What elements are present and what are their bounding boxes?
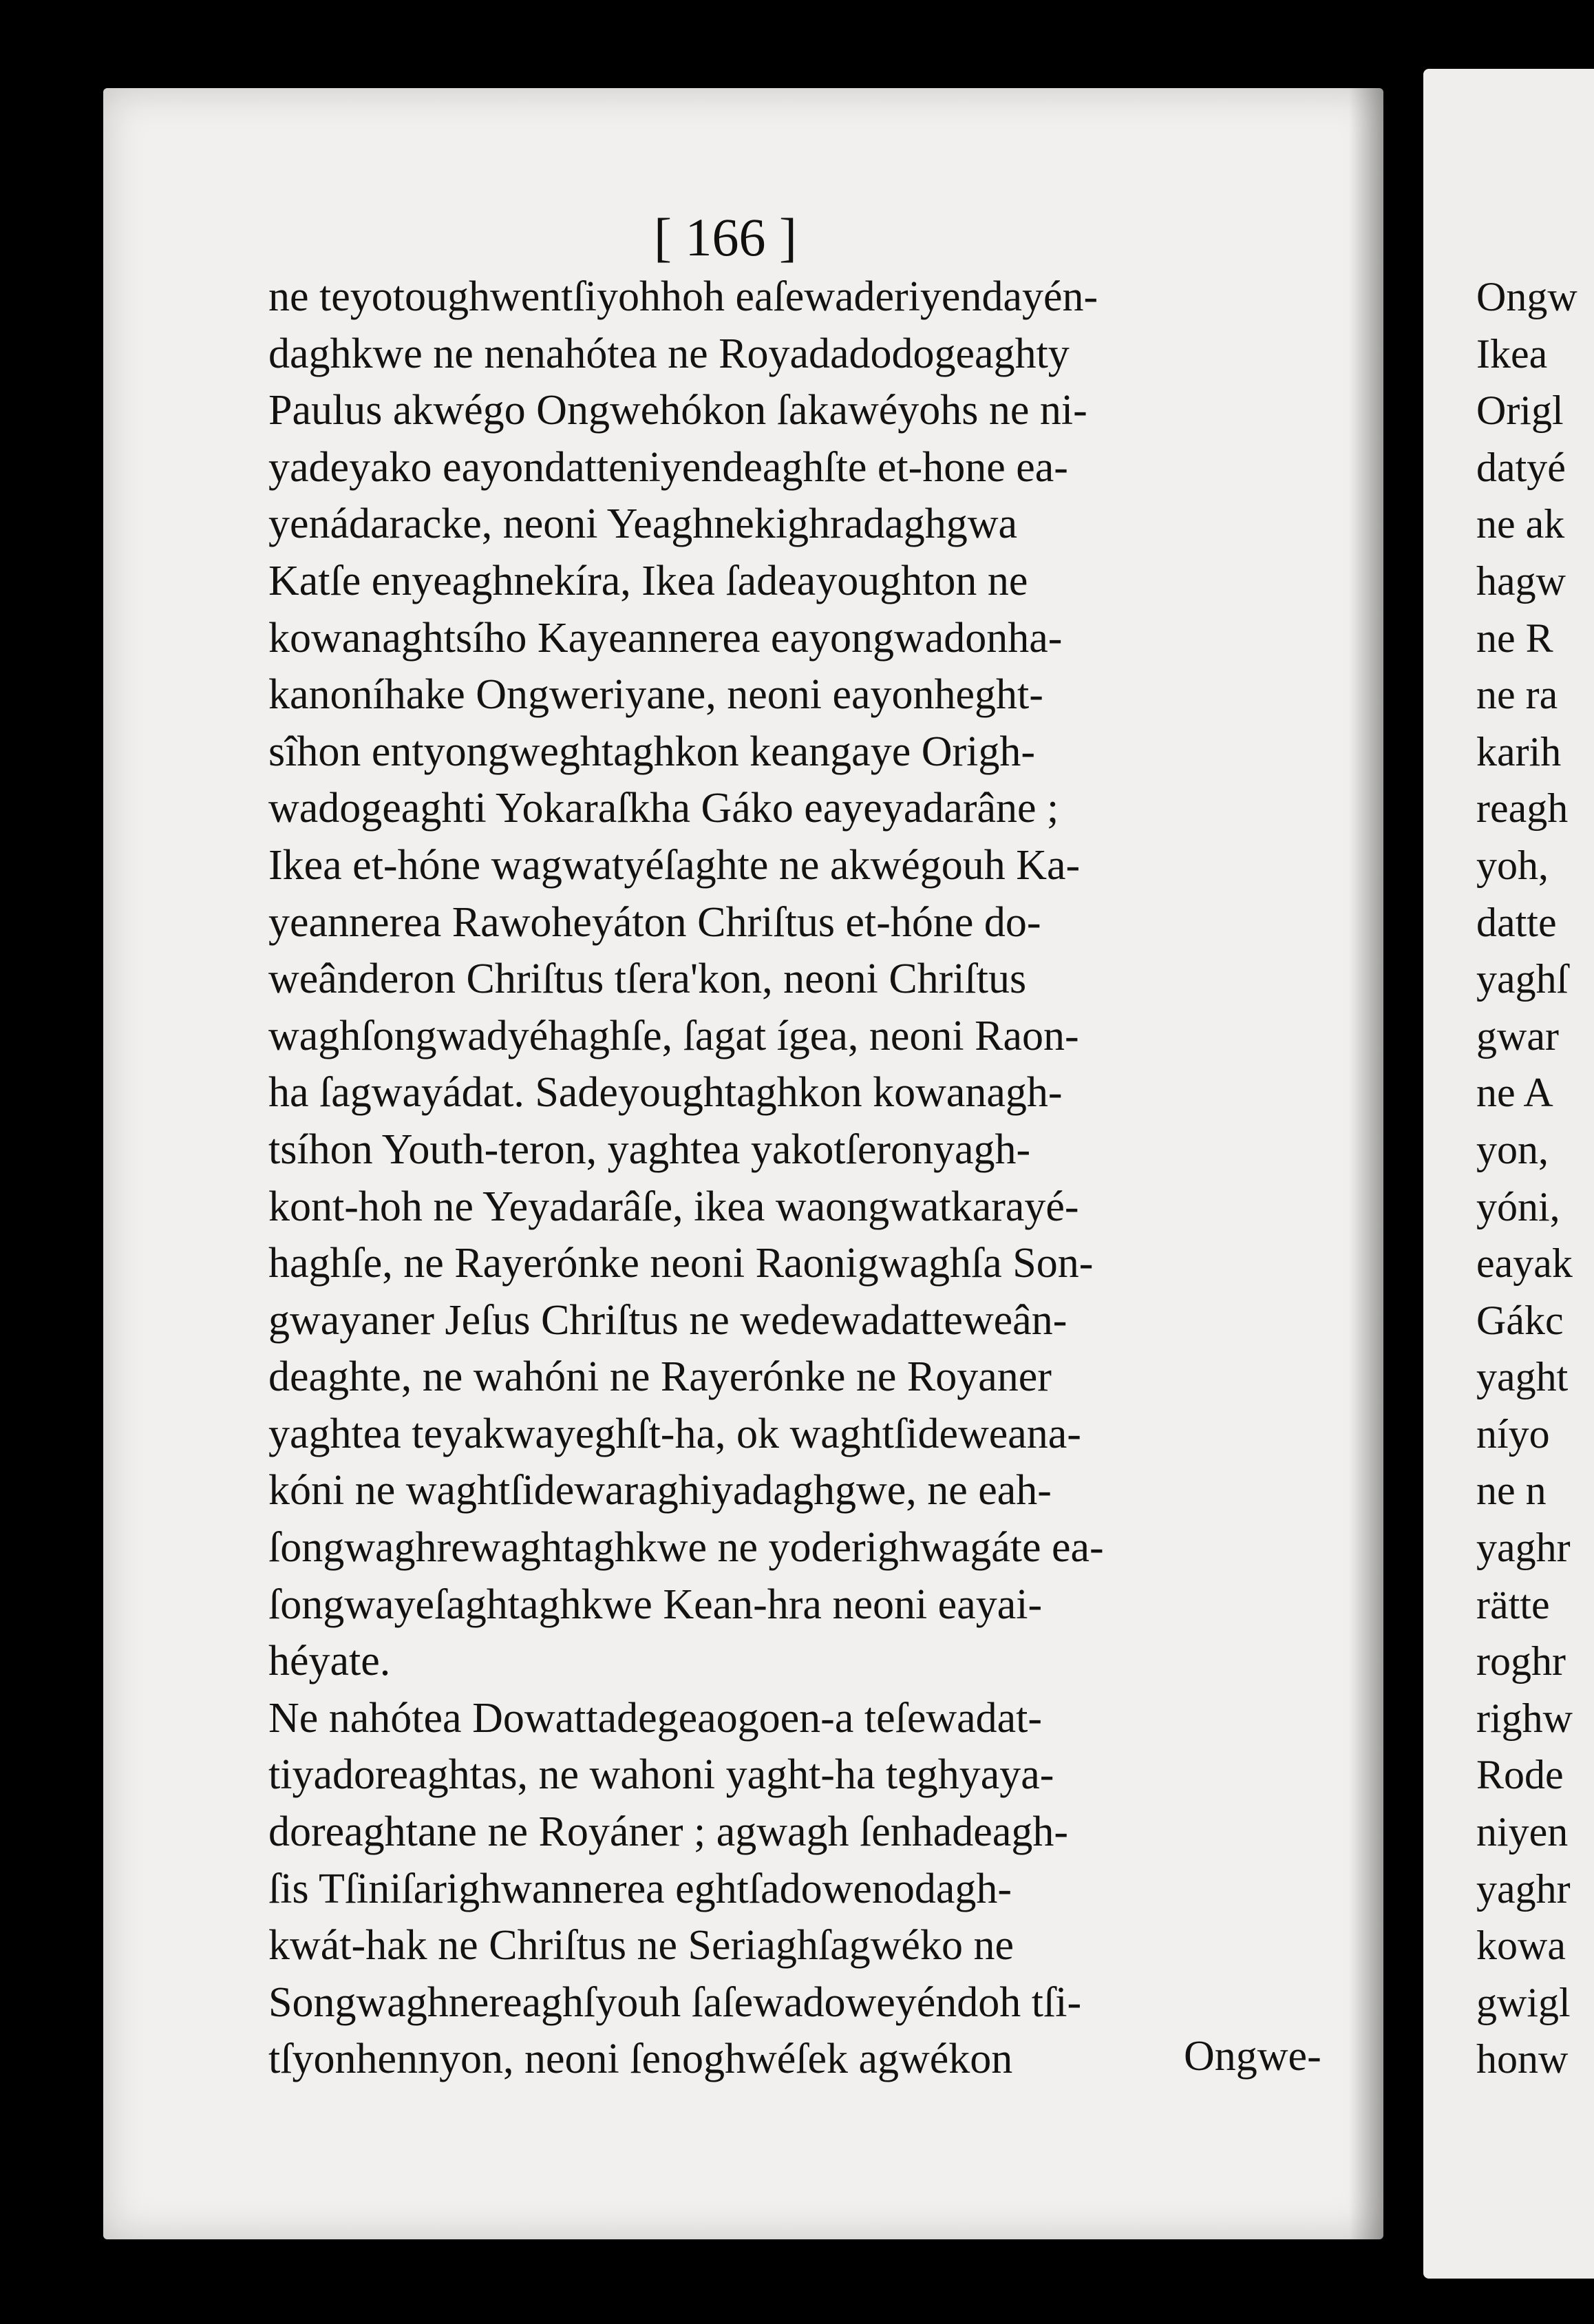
- text-line: kowa: [1476, 1923, 1566, 1969]
- text-line: ſongwaghrewaghtaghkwe ne yoderighwagáte ea-: [268, 1524, 1104, 1572]
- text-line: niyen: [1476, 1809, 1569, 1855]
- text-line: Ikea: [1476, 330, 1548, 377]
- text-line: honw: [1476, 2036, 1569, 2082]
- text-line: karih: [1476, 728, 1562, 774]
- text-line: tsíhon Youth-teron, yaghtea yakotſeronyagh-: [268, 1126, 1031, 1173]
- text-line: héyate.: [268, 1638, 391, 1685]
- text-line: weânderon Chriſtus tſera'kon, neoni Chriſtus: [268, 955, 1027, 1003]
- text-line: yaghr: [1476, 1525, 1571, 1571]
- gutter-shadow: [1349, 88, 1390, 2239]
- text-line: righw: [1476, 1695, 1573, 1741]
- text-line: deaghte, ne wahóni ne Rayerónke ne Royaner: [268, 1353, 1052, 1401]
- text-line: ha ſagwayádat. Sadeyoughtaghkon kowanagh-: [268, 1069, 1063, 1117]
- text-line: daghkwe ne nenahótea ne Royadadodogeaghty: [268, 330, 1070, 377]
- text-line: ne R: [1476, 615, 1553, 661]
- text-line: yaghtea teyakwayeghſt-ha, ok waghtſideweana-: [268, 1410, 1081, 1457]
- text-line: ſongwayeſaghtaghkwe Kean-hra neoni eayai-: [268, 1581, 1043, 1628]
- text-line: kanoníhake Ongweriyane, neoni eayonheght-: [268, 671, 1043, 719]
- text-line: ne ak: [1476, 501, 1565, 547]
- text-line: datte: [1476, 899, 1557, 945]
- text-line: yóni,: [1476, 1183, 1560, 1229]
- left-page-body-text: [268, 268, 1342, 2088]
- text-line: yadeyako eayondatteniyendeaghſte et-hone ea-: [268, 443, 1068, 491]
- text-line: yon,: [1476, 1126, 1549, 1172]
- text-line: gwayaner Jeſus Chriſtus ne wedewadatteweân-: [268, 1296, 1067, 1344]
- text-line: ſis Tſiniſarighwannerea eghtſadowenodagh-: [268, 1865, 1012, 1912]
- text-line: reagh: [1476, 785, 1569, 832]
- text-line: ne teyotoughwentſiyohhoh eaſewaderiyendayén-: [268, 273, 1098, 320]
- text-line: Ikea et-hóne wagwatyéſaghte ne akwégouh Ka-: [268, 841, 1081, 889]
- text-line: datyé: [1476, 444, 1566, 490]
- text-line: gwar: [1476, 1013, 1559, 1059]
- text-line: yaghr: [1476, 1866, 1571, 1912]
- text-line: sîhon entyongweghtaghkon keangaye Origh-: [268, 728, 1036, 775]
- text-line: yaghſ: [1476, 956, 1569, 1002]
- text-line: tſyonhennyon, neoni ſenoghwéſek agwékon: [268, 2036, 1013, 2083]
- text-line: kowanaghtsího Kayeannerea eayongwadonha-: [268, 614, 1063, 662]
- text-line: haghſe, ne Rayerónke neoni Raonigwaghſa Son-: [268, 1240, 1094, 1287]
- right-page-partial-text: [1476, 268, 1577, 2088]
- text-line: Ongw: [1476, 274, 1577, 319]
- text-line: gwigl: [1476, 1979, 1571, 2025]
- text-line: waghſongwadyéhaghſe, ſagat ígea, neoni Raon-: [268, 1012, 1079, 1059]
- text-line: wadogeaghti Yokaraſkha Gáko eayeyadarâne ;: [268, 785, 1059, 832]
- text-line: kóni ne waghtſidewaraghiyadaghgwe, ne eah-: [268, 1467, 1052, 1514]
- text-line: ne A: [1476, 1070, 1553, 1116]
- text-line: Gákc: [1476, 1297, 1564, 1343]
- text-line: yaght: [1476, 1354, 1569, 1400]
- text-line: Songwaghnereaghſyouh ſaſewadoweyéndoh tſi-: [268, 1978, 1082, 2026]
- page-number: [ 166 ]: [654, 207, 797, 267]
- text-line: rätte: [1476, 1581, 1550, 1627]
- catchword: Ongwe-: [1184, 2033, 1321, 2080]
- text-line: Katſe enyeaghnekíra, Ikea ſadeayoughton ne: [268, 557, 1028, 604]
- text-line: ne n: [1476, 1468, 1547, 1514]
- text-line: ne ra: [1476, 672, 1558, 718]
- text-line: tiyadoreaghtas, ne wahoni yaght-ha teghyaya-: [268, 1751, 1054, 1799]
- text-line: yeannerea Rawoheyáton Chriſtus et-hóne do-: [268, 898, 1041, 946]
- text-line: kwát-hak ne Chriſtus ne Seriaghſagwéko ne: [268, 1922, 1014, 1969]
- text-line: kont-hoh ne Yeyadarâſe, ikea waongwatkarayé-: [268, 1183, 1079, 1230]
- text-line: roghr: [1476, 1638, 1566, 1684]
- text-line: níyo: [1476, 1411, 1550, 1457]
- text-line: yoh,: [1476, 842, 1549, 888]
- text-line: Ne nahótea Dowattadegeaogoen-a teſewadat-: [268, 1694, 1043, 1742]
- text-line: Rode: [1476, 1752, 1564, 1798]
- text-line: eayak: [1476, 1240, 1573, 1287]
- text-line: hagw: [1476, 558, 1566, 604]
- text-line: doreaghtane ne Royáner ; agwagh ſenhadeagh-: [268, 1808, 1068, 1856]
- text-line: Origl: [1476, 388, 1564, 434]
- text-line: yenádaracke, neoni Yeaghnekighradaghgwa: [268, 500, 1018, 548]
- text-line: Paulus akwégo Ongwehókon ſakawéyohs ne ni-: [268, 387, 1087, 434]
